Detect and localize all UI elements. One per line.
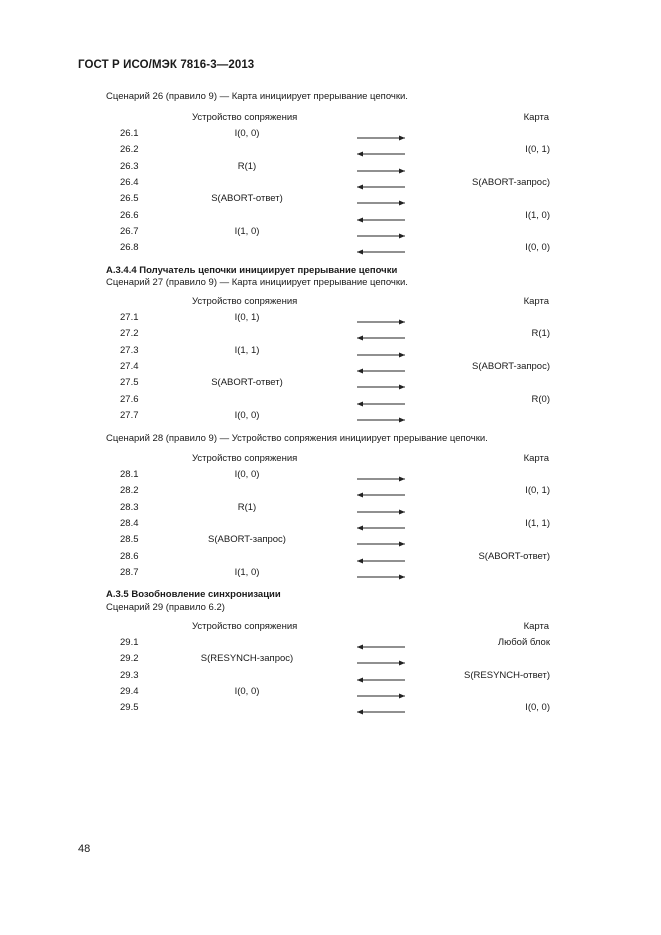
exchange-row [0, 410, 661, 426]
device-block: R(1) [237, 160, 257, 172]
arrow-left-icon [356, 491, 406, 499]
step-number: 26.8 [120, 242, 139, 254]
exchange-row [0, 567, 661, 583]
arrow-right-icon [356, 318, 406, 326]
card-block: I(0, 1) [525, 144, 550, 156]
step-number: 27.5 [120, 377, 139, 389]
device-block: S(ABORT-ответ) [211, 377, 283, 389]
card-block: S(ABORT-запрос) [472, 360, 550, 372]
scenario-caption: Сценарий 27 (правило 9) — Карта инициирует прерывание цепочки. [106, 277, 408, 288]
device-block: I(1, 1) [234, 344, 260, 356]
card-block: I(0, 0) [525, 242, 550, 254]
arrow-right-icon [356, 540, 406, 548]
arrow-right-icon [356, 475, 406, 483]
exchange-row [0, 653, 661, 669]
exchange-row [0, 637, 661, 653]
exchange-row [0, 193, 661, 209]
device-block: I(1, 0) [234, 566, 260, 578]
arrow-right-icon [356, 232, 406, 240]
device-block: I(0, 0) [234, 469, 260, 480]
exchange-row [0, 312, 661, 328]
step-number: 27.3 [120, 344, 139, 356]
arrow-left-icon [356, 400, 406, 408]
card-block: S(ABORT-ответ) [478, 550, 550, 562]
arrow-left-icon [356, 676, 406, 684]
column-header-device: Устройство сопряжения [192, 453, 298, 464]
step-number: 26.6 [120, 209, 139, 221]
device-block: I(0, 0) [234, 685, 260, 697]
column-header-card: Карта [523, 453, 549, 464]
arrow-right-icon [356, 134, 406, 142]
exchange-row [0, 670, 661, 686]
exchange-row [0, 242, 661, 258]
step-number: 29.1 [120, 637, 139, 648]
exchange-row [0, 551, 661, 567]
column-header-card: Карта [523, 112, 549, 123]
card-block: I(0, 0) [525, 702, 550, 714]
arrow-left-icon [356, 334, 406, 342]
device-block: S(RESYNCH-запрос) [200, 653, 294, 665]
step-number: 28.7 [120, 566, 139, 578]
column-header-card: Карта [523, 296, 549, 307]
exchange-row [0, 328, 661, 344]
arrow-right-icon [356, 416, 406, 424]
exchange-row [0, 361, 661, 377]
exchange-row [0, 534, 661, 550]
arrow-right-icon [356, 199, 406, 207]
step-number: 28.6 [120, 550, 139, 562]
step-number: 29.2 [120, 653, 139, 665]
column-header-device: Устройство сопряжения [192, 296, 298, 307]
step-number: 28.2 [120, 485, 139, 497]
arrow-left-icon [356, 248, 406, 256]
arrow-left-icon [356, 183, 406, 191]
exchange-row [0, 210, 661, 226]
exchange-row [0, 377, 661, 393]
step-number: 27.4 [120, 360, 139, 372]
step-number: 26.2 [120, 144, 139, 156]
card-block: S(RESYNCH-ответ) [464, 669, 550, 681]
step-number: 29.3 [120, 669, 139, 681]
arrow-left-icon [356, 367, 406, 375]
arrow-right-icon [356, 351, 406, 359]
step-number: 27.1 [120, 312, 139, 323]
device-block: S(ABORT-запрос) [208, 534, 286, 546]
arrow-right-icon [356, 659, 406, 667]
step-number: 29.5 [120, 702, 139, 714]
step-number: 28.3 [120, 501, 139, 513]
exchange-row [0, 485, 661, 501]
card-block: R(0) [531, 393, 550, 405]
arrow-left-icon [356, 708, 406, 716]
arrow-right-icon [356, 383, 406, 391]
exchange-row [0, 177, 661, 193]
exchange-row [0, 128, 661, 144]
exchange-row [0, 345, 661, 361]
device-block: I(0, 1) [234, 312, 260, 323]
step-number: 26.4 [120, 176, 139, 188]
card-block: I(0, 1) [525, 485, 550, 497]
step-number: 28.4 [120, 517, 139, 529]
card-block: R(1) [531, 328, 550, 340]
scenario-caption: Сценарий 29 (правило 6.2) [106, 602, 225, 613]
exchange-row [0, 469, 661, 485]
step-number: 26.7 [120, 225, 139, 237]
scenario-caption: Сценарий 28 (правило 9) — Устройство сопряжения инициирует прерывание цепочки. [106, 433, 488, 444]
step-number: 27.2 [120, 328, 139, 340]
device-block: I(0, 0) [234, 128, 260, 139]
exchange-row [0, 161, 661, 177]
step-number: 28.1 [120, 469, 139, 480]
exchange-row [0, 226, 661, 242]
column-header-device: Устройство сопряжения [192, 621, 298, 632]
arrow-right-icon [356, 508, 406, 516]
device-block: R(1) [237, 501, 257, 513]
page-number: 48 [78, 843, 91, 855]
device-block: I(1, 0) [234, 225, 260, 237]
arrow-left-icon [356, 557, 406, 565]
exchange-row [0, 686, 661, 702]
card-block: Любой блок [497, 637, 550, 648]
arrow-left-icon [356, 643, 406, 651]
column-header-card: Карта [523, 621, 549, 632]
step-number: 26.3 [120, 160, 139, 172]
section-heading: А.3.5 Возобновление синхронизации [106, 589, 281, 600]
arrow-right-icon [356, 573, 406, 581]
step-number: 26.1 [120, 128, 139, 139]
exchange-row [0, 144, 661, 160]
column-header-device: Устройство сопряжения [192, 112, 298, 123]
document-header: ГОСТ Р ИСО/МЭК 7816-3—2013 [78, 59, 255, 71]
exchange-row [0, 702, 661, 718]
exchange-row [0, 502, 661, 518]
step-number: 27.7 [120, 409, 139, 421]
card-block: I(1, 0) [525, 209, 550, 221]
arrow-left-icon [356, 524, 406, 532]
arrow-right-icon [356, 167, 406, 175]
card-block: S(ABORT-запрос) [472, 176, 550, 188]
arrow-left-icon [356, 150, 406, 158]
scenario-caption: Сценарий 26 (правило 9) — Карта инициирует прерывание цепочки. [106, 91, 408, 102]
step-number: 29.4 [120, 685, 139, 697]
section-heading: А.3.4.4 Получатель цепочки инициирует прерывание цепочки [106, 265, 398, 276]
step-number: 27.6 [120, 393, 139, 405]
arrow-right-icon [356, 692, 406, 700]
exchange-row [0, 394, 661, 410]
card-block: I(1, 1) [525, 517, 550, 529]
step-number: 28.5 [120, 534, 139, 546]
device-block: S(ABORT-ответ) [211, 193, 283, 205]
arrow-left-icon [356, 216, 406, 224]
device-block: I(0, 0) [234, 409, 260, 421]
step-number: 26.5 [120, 193, 139, 205]
exchange-row [0, 518, 661, 534]
